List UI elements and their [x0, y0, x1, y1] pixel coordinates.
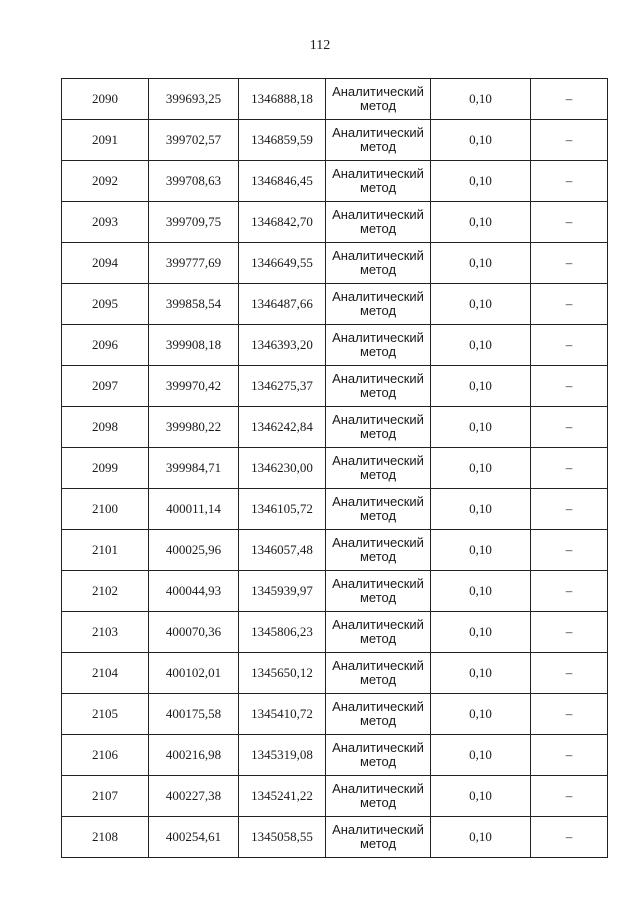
- note-cell: –: [531, 612, 608, 653]
- point-number-cell: 2093: [62, 202, 149, 243]
- note-cell: –: [531, 325, 608, 366]
- point-number-cell: 2100: [62, 489, 149, 530]
- accuracy-cell: 0,10: [431, 489, 531, 530]
- accuracy-cell: 0,10: [431, 79, 531, 120]
- page-number: 112: [309, 38, 331, 53]
- x-coordinate-cell: 399908,18: [149, 325, 239, 366]
- x-coordinate-cell: 399777,69: [149, 243, 239, 284]
- method-cell: [326, 817, 431, 858]
- accuracy-cell: 0,10: [431, 612, 531, 653]
- accuracy-cell: 0,10: [431, 243, 531, 284]
- method-cell: [326, 612, 431, 653]
- method-cell: [326, 735, 431, 776]
- note-cell: –: [531, 243, 608, 284]
- y-coordinate-cell: 1346846,45: [239, 161, 326, 202]
- note-cell: –: [531, 407, 608, 448]
- method-label-line1: Аналитический: [332, 289, 424, 304]
- x-coordinate-cell: 400102,01: [149, 653, 239, 694]
- method-cell: [326, 120, 431, 161]
- table-row: [62, 325, 608, 366]
- method-cell: [326, 407, 431, 448]
- y-coordinate-cell: 1345939,97: [239, 571, 326, 612]
- note-cell: –: [531, 694, 608, 735]
- accuracy-cell: 0,10: [431, 284, 531, 325]
- point-number-cell: 2108: [62, 817, 149, 858]
- point-number-cell: 2096: [62, 325, 149, 366]
- method-cell: [326, 243, 431, 284]
- table-row: [62, 161, 608, 202]
- method-label-line1: Аналитический: [332, 166, 424, 181]
- method-label-line1: Аналитический: [332, 207, 424, 222]
- y-coordinate-cell: 1346859,59: [239, 120, 326, 161]
- accuracy-cell: 0,10: [431, 571, 531, 612]
- table-row: [62, 817, 608, 858]
- note-cell: –: [531, 776, 608, 817]
- point-number-cell: 2091: [62, 120, 149, 161]
- coordinates-table: [61, 78, 608, 858]
- method-label-line2: метод: [359, 508, 397, 523]
- method-label-line2: метод: [359, 344, 397, 359]
- y-coordinate-cell: 1345650,12: [239, 653, 326, 694]
- x-coordinate-cell: 400216,98: [149, 735, 239, 776]
- method-label-line1: Аналитический: [332, 699, 424, 714]
- method-label-line1: Аналитический: [332, 125, 424, 140]
- table-row: [62, 653, 608, 694]
- accuracy-cell: 0,10: [431, 325, 531, 366]
- method-label-line1: Аналитический: [332, 617, 424, 632]
- method-label-line2: метод: [359, 262, 397, 277]
- x-coordinate-cell: 399708,63: [149, 161, 239, 202]
- x-coordinate-cell: 399984,71: [149, 448, 239, 489]
- point-number-cell: 2094: [62, 243, 149, 284]
- y-coordinate-cell: 1346105,72: [239, 489, 326, 530]
- y-coordinate-cell: 1345241,22: [239, 776, 326, 817]
- table-row: [62, 366, 608, 407]
- coordinates-table-body: [62, 79, 608, 858]
- note-cell: –: [531, 735, 608, 776]
- note-cell: –: [531, 79, 608, 120]
- x-coordinate-cell: 400025,96: [149, 530, 239, 571]
- method-label-line2: метод: [359, 631, 397, 646]
- x-coordinate-cell: 399980,22: [149, 407, 239, 448]
- y-coordinate-cell: 1346057,48: [239, 530, 326, 571]
- y-coordinate-cell: 1346842,70: [239, 202, 326, 243]
- accuracy-cell: 0,10: [431, 776, 531, 817]
- method-cell: [326, 571, 431, 612]
- method-label-line1: Аналитический: [332, 371, 424, 386]
- accuracy-cell: 0,10: [431, 202, 531, 243]
- table-row: [62, 489, 608, 530]
- method-cell: [326, 284, 431, 325]
- point-number-cell: 2101: [62, 530, 149, 571]
- point-number-cell: 2097: [62, 366, 149, 407]
- x-coordinate-cell: 400011,14: [149, 489, 239, 530]
- method-label-line2: метод: [359, 385, 397, 400]
- table-row: [62, 243, 608, 284]
- method-cell: [326, 776, 431, 817]
- method-label-line1: Аналитический: [332, 535, 424, 550]
- point-number-cell: 2107: [62, 776, 149, 817]
- y-coordinate-cell: 1346649,55: [239, 243, 326, 284]
- table-row: [62, 407, 608, 448]
- method-cell: [326, 489, 431, 530]
- y-coordinate-cell: 1346275,37: [239, 366, 326, 407]
- note-cell: –: [531, 653, 608, 694]
- point-number-cell: 2099: [62, 448, 149, 489]
- method-label-line2: метод: [359, 221, 397, 236]
- method-label-line2: метод: [359, 672, 397, 687]
- table-row: [62, 612, 608, 653]
- table-row: [62, 571, 608, 612]
- point-number-cell: 2106: [62, 735, 149, 776]
- note-cell: –: [531, 161, 608, 202]
- method-label-line1: Аналитический: [332, 494, 424, 509]
- accuracy-cell: 0,10: [431, 366, 531, 407]
- note-cell: –: [531, 571, 608, 612]
- accuracy-cell: 0,10: [431, 735, 531, 776]
- method-cell: [326, 653, 431, 694]
- method-cell: [326, 448, 431, 489]
- method-cell: [326, 325, 431, 366]
- accuracy-cell: 0,10: [431, 530, 531, 571]
- note-cell: –: [531, 817, 608, 858]
- y-coordinate-cell: 1346230,00: [239, 448, 326, 489]
- accuracy-cell: 0,10: [431, 448, 531, 489]
- y-coordinate-cell: 1346487,66: [239, 284, 326, 325]
- method-label-line1: Аналитический: [332, 658, 424, 673]
- x-coordinate-cell: 400044,93: [149, 571, 239, 612]
- table-row: [62, 79, 608, 120]
- table-row: [62, 694, 608, 735]
- method-label-line1: Аналитический: [332, 248, 424, 263]
- accuracy-cell: 0,10: [431, 817, 531, 858]
- method-label-line2: метод: [359, 795, 397, 810]
- method-label-line2: метод: [359, 426, 397, 441]
- method-cell: [326, 366, 431, 407]
- x-coordinate-cell: 399693,25: [149, 79, 239, 120]
- table-row: [62, 284, 608, 325]
- method-label-line1: Аналитический: [332, 781, 424, 796]
- x-coordinate-cell: 399702,57: [149, 120, 239, 161]
- x-coordinate-cell: 400254,61: [149, 817, 239, 858]
- method-label-line1: Аналитический: [332, 453, 424, 468]
- y-coordinate-cell: 1345410,72: [239, 694, 326, 735]
- note-cell: –: [531, 530, 608, 571]
- accuracy-cell: 0,10: [431, 653, 531, 694]
- method-label-line2: метод: [359, 98, 397, 113]
- method-label-line1: Аналитический: [332, 330, 424, 345]
- table-row: [62, 735, 608, 776]
- method-label-line2: метод: [359, 836, 397, 851]
- point-number-cell: 2102: [62, 571, 149, 612]
- method-label-line1: Аналитический: [332, 740, 424, 755]
- method-label-line2: метод: [359, 180, 397, 195]
- y-coordinate-cell: 1346888,18: [239, 79, 326, 120]
- method-cell: [326, 530, 431, 571]
- table-row: [62, 530, 608, 571]
- method-label-line2: метод: [359, 303, 397, 318]
- method-label-line2: метод: [359, 590, 397, 605]
- point-number-cell: 2098: [62, 407, 149, 448]
- x-coordinate-cell: 399970,42: [149, 366, 239, 407]
- method-cell: [326, 79, 431, 120]
- x-coordinate-cell: 400070,36: [149, 612, 239, 653]
- accuracy-cell: 0,10: [431, 120, 531, 161]
- x-coordinate-cell: 399858,54: [149, 284, 239, 325]
- point-number-cell: 2105: [62, 694, 149, 735]
- method-cell: [326, 694, 431, 735]
- point-number-cell: 2103: [62, 612, 149, 653]
- table-row: [62, 120, 608, 161]
- method-cell: [326, 202, 431, 243]
- method-label-line1: Аналитический: [332, 822, 424, 837]
- method-label-line1: Аналитический: [332, 412, 424, 427]
- method-label-line2: метод: [359, 713, 397, 728]
- note-cell: –: [531, 448, 608, 489]
- method-label-line2: метод: [359, 467, 397, 482]
- method-label-line1: Аналитический: [332, 84, 424, 99]
- table-row: [62, 202, 608, 243]
- y-coordinate-cell: 1346393,20: [239, 325, 326, 366]
- note-cell: –: [531, 489, 608, 530]
- method-cell: [326, 161, 431, 202]
- method-label-line2: метод: [359, 754, 397, 769]
- note-cell: –: [531, 366, 608, 407]
- point-number-cell: 2095: [62, 284, 149, 325]
- accuracy-cell: 0,10: [431, 161, 531, 202]
- accuracy-cell: 0,10: [431, 694, 531, 735]
- point-number-cell: 2104: [62, 653, 149, 694]
- point-number-cell: 2092: [62, 161, 149, 202]
- table-row: [62, 448, 608, 489]
- note-cell: –: [531, 284, 608, 325]
- y-coordinate-cell: 1345806,23: [239, 612, 326, 653]
- point-number-cell: 2090: [62, 79, 149, 120]
- method-label-line1: Аналитический: [332, 576, 424, 591]
- note-cell: –: [531, 202, 608, 243]
- y-coordinate-cell: 1345319,08: [239, 735, 326, 776]
- x-coordinate-cell: 399709,75: [149, 202, 239, 243]
- method-label-line2: метод: [359, 139, 397, 154]
- table-row: [62, 776, 608, 817]
- method-label-line2: метод: [359, 549, 397, 564]
- x-coordinate-cell: 400175,58: [149, 694, 239, 735]
- y-coordinate-cell: 1346242,84: [239, 407, 326, 448]
- y-coordinate-cell: 1345058,55: [239, 817, 326, 858]
- note-cell: –: [531, 120, 608, 161]
- x-coordinate-cell: 400227,38: [149, 776, 239, 817]
- accuracy-cell: 0,10: [431, 407, 531, 448]
